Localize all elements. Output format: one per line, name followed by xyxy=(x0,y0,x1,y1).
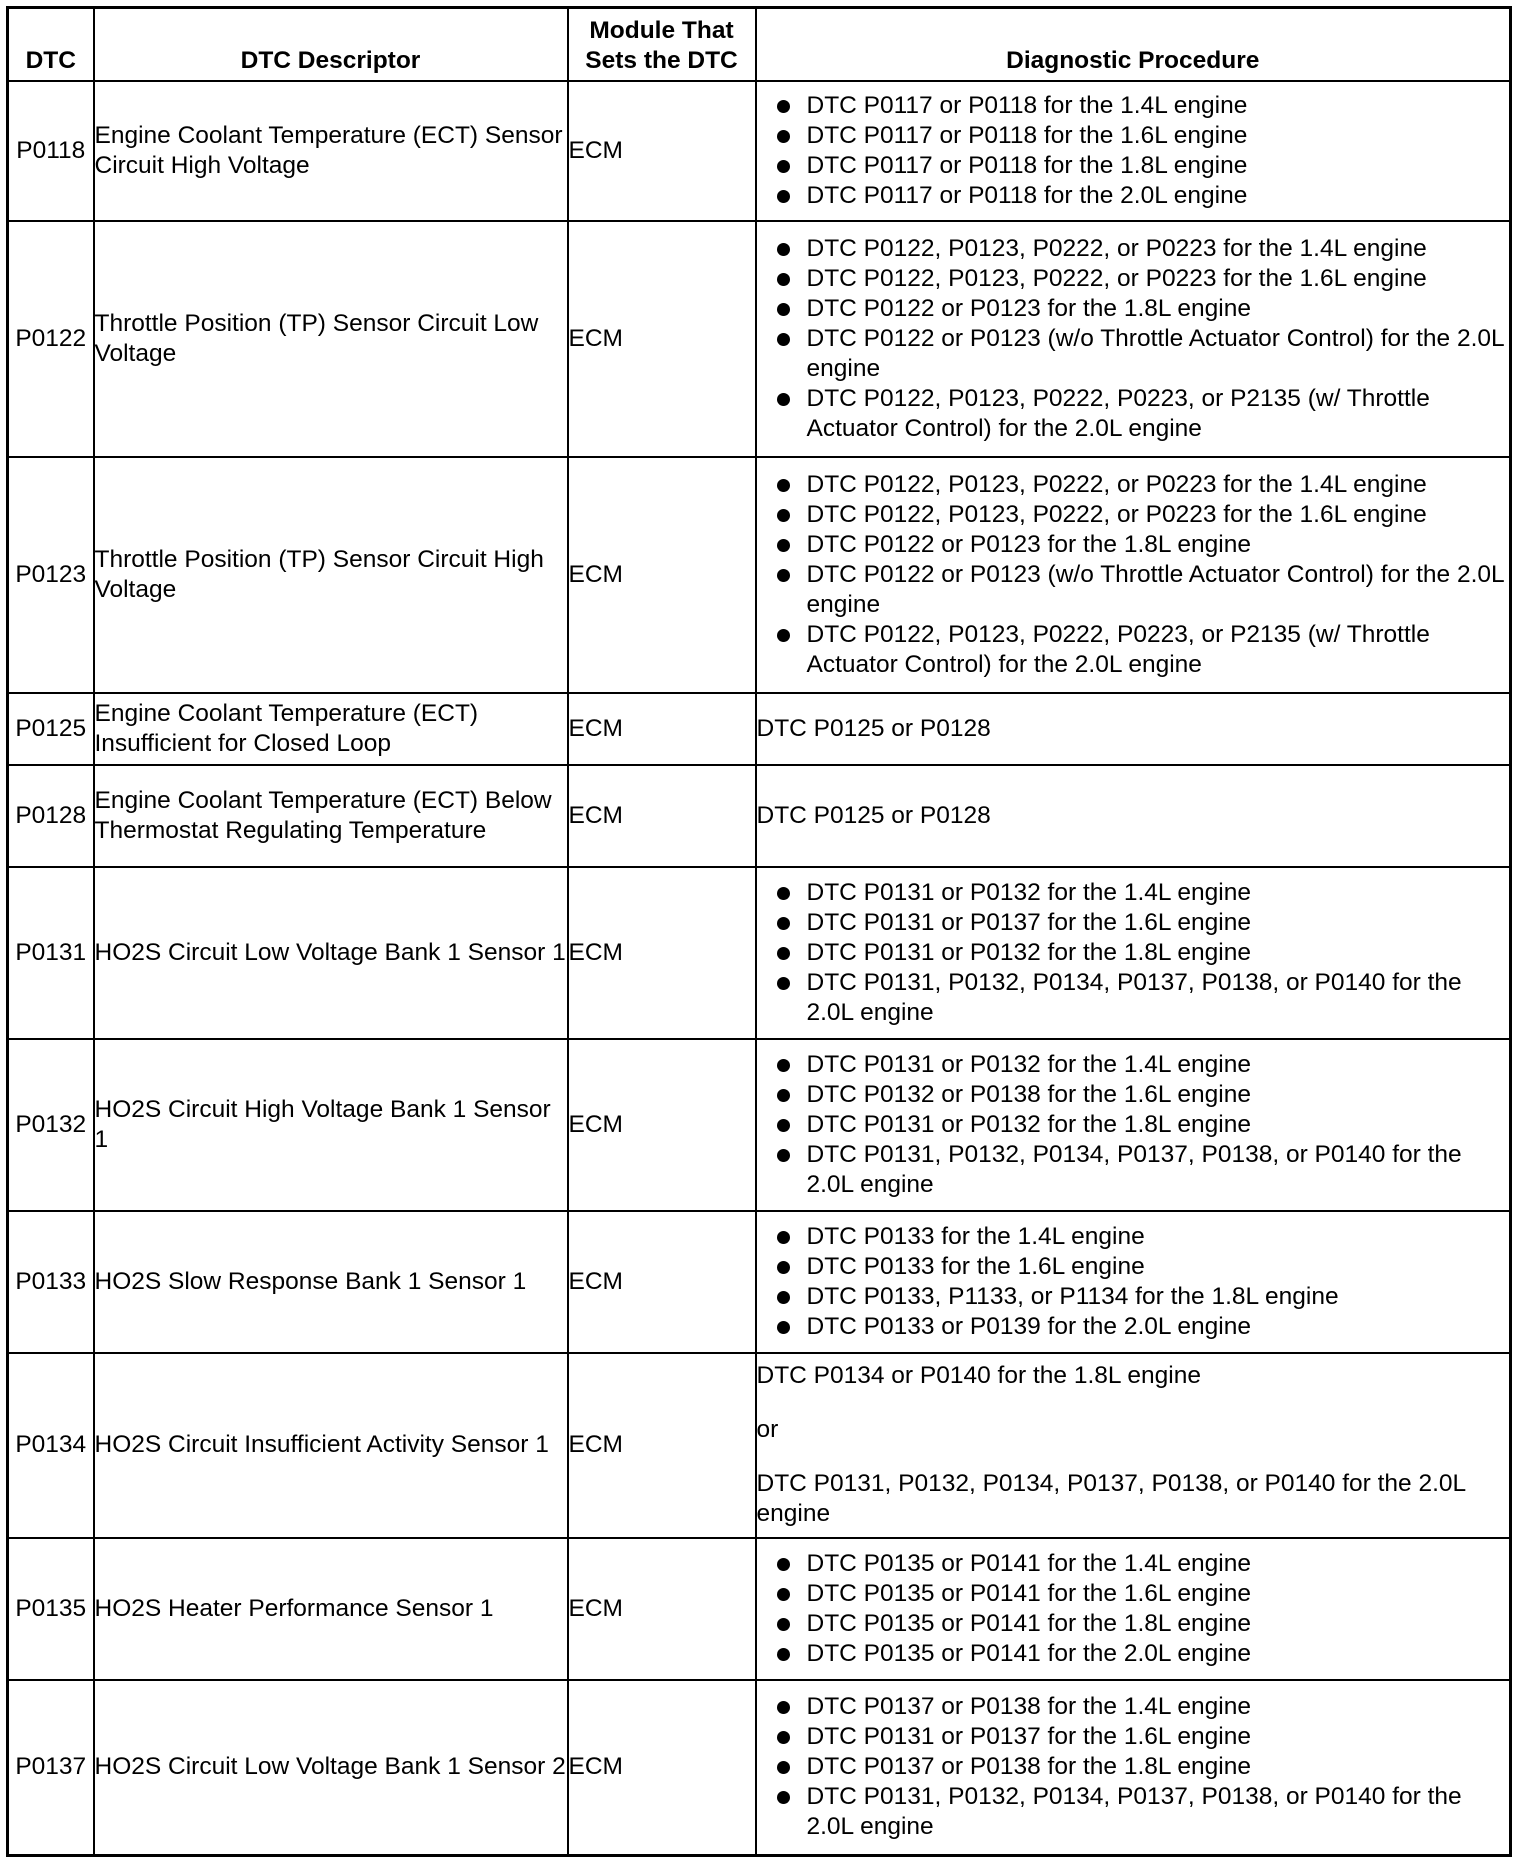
diagnostic-procedure-cell xyxy=(756,1039,1511,1211)
bullet-icon xyxy=(777,1791,790,1804)
procedure-list-item xyxy=(757,1549,1510,1579)
module-cell: ECM xyxy=(568,1353,756,1538)
module-cell: ECM xyxy=(568,1211,756,1353)
bullet-icon xyxy=(777,1231,790,1244)
procedure-text: DTC P0137 or P0138 for the 1.4L engine xyxy=(806,1693,1251,1721)
dtc-descriptor-cell: Throttle Position (TP) Sensor Circuit Low Voltage xyxy=(94,221,568,457)
module-cell: ECM xyxy=(568,1039,756,1211)
diagnostic-procedure-cell xyxy=(756,1353,1511,1538)
procedure-list xyxy=(757,234,1510,444)
procedure-list-item xyxy=(757,151,1510,181)
module-cell: ECM xyxy=(568,1538,756,1680)
bullet-icon xyxy=(777,1119,790,1132)
procedure-text: DTC P0131, P0132, P0134, P0137, P0138, or P0140 for the 2.0L engine xyxy=(806,968,1462,1026)
procedure-text: DTC P0135 or P0141 for the 1.4L engine xyxy=(806,1549,1251,1577)
bullet-icon xyxy=(777,100,790,113)
procedure-list xyxy=(757,91,1510,211)
procedure-text: DTC P0122, P0123, P0222, or P0223 for the 1.4L engine xyxy=(806,470,1427,498)
procedure-text: DTC P0131, P0132, P0134, P0137, P0138, or P0140 for the 2.0L engine xyxy=(806,1783,1462,1841)
bullet-icon xyxy=(777,569,790,582)
procedure-text: DTC P0133 or P0139 for the 2.0L engine xyxy=(806,1312,1251,1340)
bullet-icon xyxy=(777,1291,790,1304)
procedure-list-item xyxy=(757,1752,1510,1782)
procedure-list-item xyxy=(757,470,1510,500)
module-cell: ECM xyxy=(568,765,756,867)
procedure-list-item xyxy=(757,91,1510,121)
bullet-icon xyxy=(777,1089,790,1102)
procedure-list-item xyxy=(757,968,1510,1028)
procedure-text: DTC P0131 or P0132 for the 1.4L engine xyxy=(806,878,1251,906)
dtc-descriptor-cell: HO2S Circuit Insufficient Activity Sensor 1 xyxy=(94,1353,568,1538)
procedure-list-item xyxy=(757,264,1510,294)
table-row xyxy=(8,765,1511,867)
procedure-list-item xyxy=(757,1140,1510,1200)
procedure-list-item xyxy=(757,1222,1510,1252)
bullet-icon xyxy=(777,1648,790,1661)
procedure-list-item xyxy=(757,181,1510,211)
module-cell: ECM xyxy=(568,1680,756,1856)
dtc-descriptor-cell: HO2S Circuit Low Voltage Bank 1 Sensor 1 xyxy=(94,867,568,1039)
procedure-list-item xyxy=(757,530,1510,560)
bullet-icon xyxy=(777,243,790,256)
diagnostic-procedure-cell xyxy=(756,221,1511,457)
procedure-list xyxy=(757,1692,1510,1842)
procedure-text: DTC P0117 or P0118 for the 2.0L engine xyxy=(806,181,1248,209)
procedure-list-item xyxy=(757,121,1510,151)
procedure-list-item xyxy=(757,620,1510,680)
procedure-text: DTC P0122, P0123, P0222, or P0223 for the 1.4L engine xyxy=(806,234,1427,262)
diagnostic-procedure-cell xyxy=(756,867,1511,1039)
table-row xyxy=(8,81,1511,221)
dtc-descriptor-cell: Engine Coolant Temperature (ECT) Insufficient for Closed Loop xyxy=(94,693,568,765)
procedure-list-item xyxy=(757,1312,1510,1342)
procedure-list-item xyxy=(757,1782,1510,1842)
dtc-descriptor-cell: HO2S Slow Response Bank 1 Sensor 1 xyxy=(94,1211,568,1353)
diagnostic-procedure-cell xyxy=(756,1211,1511,1353)
diagnostic-procedure-cell xyxy=(756,81,1511,221)
procedure-text: DTC P0135 or P0141 for the 2.0L engine xyxy=(806,1639,1251,1667)
procedure-text: DTC P0117 or P0118 for the 1.8L engine xyxy=(806,151,1248,179)
dtc-code-cell: P0123 xyxy=(8,457,94,693)
table-body xyxy=(8,81,1511,1856)
dtc-descriptor-cell: Throttle Position (TP) Sensor Circuit High Voltage xyxy=(94,457,568,693)
bullet-icon xyxy=(777,1558,790,1571)
bullet-icon xyxy=(777,1261,790,1274)
procedure-text: DTC P0122 or P0123 (w/o Throttle Actuator Control) for the 2.0L engine xyxy=(806,560,1504,618)
paragraph-gap xyxy=(757,1445,1510,1469)
dtc-descriptor-cell: Engine Coolant Temperature (ECT) Sensor Circuit High Voltage xyxy=(94,81,568,221)
procedure-text: DTC P0122, P0123, P0222, P0223, or P2135 (w/ Throttle Actuator Control) for the 2.0L engine xyxy=(806,620,1430,678)
table-row xyxy=(8,1211,1511,1353)
procedure-text: DTC P0122 or P0123 (w/o Throttle Actuator Control) for the 2.0L engine xyxy=(806,324,1504,382)
procedure-list-item xyxy=(757,294,1510,324)
bullet-icon xyxy=(777,1321,790,1334)
header-descriptor: DTC Descriptor xyxy=(94,8,568,81)
procedure-list-item xyxy=(757,1080,1510,1110)
procedure-text: DTC P0134 or P0140 for the 1.8L engine xyxy=(756,1362,1201,1389)
bullet-icon xyxy=(777,1701,790,1714)
bullet-icon xyxy=(777,1149,790,1162)
procedure-text: DTC P0135 or P0141 for the 1.8L engine xyxy=(806,1609,1251,1637)
table-row xyxy=(8,867,1511,1039)
dtc-code-cell: P0135 xyxy=(8,1538,94,1680)
table-row xyxy=(8,221,1511,457)
procedure-text: DTC P0122, P0123, P0222, or P0223 for the 1.6L engine xyxy=(806,264,1427,292)
procedure-text: DTC P0131, P0132, P0134, P0137, P0138, or P0140 for the 2.0L engine xyxy=(756,1470,1466,1527)
dtc-descriptor-cell: Engine Coolant Temperature (ECT) Below Thermostat Regulating Temperature xyxy=(94,765,568,867)
bullet-icon xyxy=(777,1731,790,1744)
paragraph-gap xyxy=(757,1391,1510,1415)
header-dtc: DTC xyxy=(8,8,94,81)
procedure-text: DTC P0131 or P0132 for the 1.4L engine xyxy=(806,1050,1251,1078)
procedure-text: DTC P0133, P1133, or P1134 for the 1.8L engine xyxy=(806,1282,1339,1310)
dtc-descriptor-cell: HO2S Circuit High Voltage Bank 1 Sensor 1 xyxy=(94,1039,568,1211)
dtc-code-cell: P0128 xyxy=(8,765,94,867)
bullet-icon xyxy=(777,1618,790,1631)
bullet-icon xyxy=(777,273,790,286)
bullet-icon xyxy=(777,539,790,552)
dtc-descriptor-cell: HO2S Circuit Low Voltage Bank 1 Sensor 2 xyxy=(94,1680,568,1856)
dtc-code-cell: P0131 xyxy=(8,867,94,1039)
procedure-text: DTC P0133 for the 1.4L engine xyxy=(806,1222,1145,1250)
procedure-list xyxy=(757,470,1510,680)
dtc-descriptor-cell: HO2S Heater Performance Sensor 1 xyxy=(94,1538,568,1680)
dtc-code-cell: P0118 xyxy=(8,81,94,221)
procedure-list-item xyxy=(757,1050,1510,1080)
table-row xyxy=(8,457,1511,693)
procedure-text: DTC P0122 or P0123 for the 1.8L engine xyxy=(806,294,1251,322)
procedure-text: DTC P0122, P0123, P0222, or P0223 for the 1.6L engine xyxy=(806,500,1427,528)
procedure-list xyxy=(757,1549,1510,1669)
dtc-code-cell: P0133 xyxy=(8,1211,94,1353)
header-procedure: Diagnostic Procedure xyxy=(756,8,1511,81)
table-row xyxy=(8,1039,1511,1211)
dtc-code-cell: P0122 xyxy=(8,221,94,457)
procedure-text: DTC P0117 or P0118 for the 1.6L engine xyxy=(806,121,1248,149)
procedure-list-item xyxy=(757,1639,1510,1669)
module-cell: ECM xyxy=(568,81,756,221)
bullet-icon xyxy=(777,1588,790,1601)
bullet-icon xyxy=(777,333,790,346)
procedure-text: or xyxy=(756,1416,779,1443)
procedure-list-item xyxy=(757,1722,1510,1752)
procedure-text: DTC P0125 or P0128 xyxy=(756,801,991,829)
procedure-list-item xyxy=(757,324,1510,384)
procedure-list xyxy=(757,1050,1510,1200)
bullet-icon xyxy=(777,479,790,492)
procedure-text: DTC P0131 or P0132 for the 1.8L engine xyxy=(806,1110,1251,1138)
module-cell: ECM xyxy=(568,693,756,765)
procedure-list-item xyxy=(757,938,1510,968)
procedure-text: DTC P0137 or P0138 for the 1.8L engine xyxy=(806,1753,1251,1781)
bullet-icon xyxy=(777,1761,790,1774)
dtc-table xyxy=(6,6,1512,1857)
bullet-icon xyxy=(777,887,790,900)
procedure-list-item xyxy=(757,500,1510,530)
procedure-text: DTC P0131 or P0132 for the 1.8L engine xyxy=(806,938,1251,966)
bullet-icon xyxy=(777,917,790,930)
procedure-list-item xyxy=(757,1692,1510,1722)
procedure-text: DTC P0131 or P0137 for the 1.6L engine xyxy=(806,908,1251,936)
table-row xyxy=(8,693,1511,765)
procedure-list-item xyxy=(757,234,1510,264)
bullet-icon xyxy=(777,160,790,173)
procedure-list xyxy=(757,1222,1510,1342)
bullet-icon xyxy=(777,393,790,406)
procedure-text: DTC P0117 or P0118 for the 1.4L engine xyxy=(806,91,1248,119)
dtc-code-cell: P0137 xyxy=(8,1680,94,1856)
procedure-list-item xyxy=(757,908,1510,938)
table-row xyxy=(8,1353,1511,1538)
procedure-list-item xyxy=(757,1282,1510,1312)
header-module: Module That Sets the DTC xyxy=(568,8,756,81)
procedure-text: DTC P0133 for the 1.6L engine xyxy=(806,1252,1145,1280)
diagnostic-procedure-cell xyxy=(756,457,1511,693)
bullet-icon xyxy=(777,130,790,143)
bullet-icon xyxy=(777,947,790,960)
procedure-list-item xyxy=(757,560,1510,620)
bullet-icon xyxy=(777,303,790,316)
bullet-icon xyxy=(777,509,790,522)
diagnostic-procedure-cell xyxy=(756,765,1511,867)
procedure-list-item xyxy=(757,1609,1510,1639)
bullet-icon xyxy=(777,190,790,203)
procedure-text: DTC P0122 or P0123 for the 1.8L engine xyxy=(806,530,1251,558)
module-cell: ECM xyxy=(568,221,756,457)
bullet-icon xyxy=(777,1059,790,1072)
header-row xyxy=(8,8,1511,81)
procedure-list-item xyxy=(757,1252,1510,1282)
procedure-text: DTC P0131, P0132, P0134, P0137, P0138, or P0140 for the 2.0L engine xyxy=(806,1140,1462,1198)
dtc-code-cell: P0132 xyxy=(8,1039,94,1211)
dtc-code-cell: P0125 xyxy=(8,693,94,765)
table-row xyxy=(8,1680,1511,1856)
module-cell: ECM xyxy=(568,457,756,693)
table-row xyxy=(8,1538,1511,1680)
diagnostic-procedure-cell xyxy=(756,1680,1511,1856)
bullet-icon xyxy=(777,629,790,642)
procedure-list xyxy=(757,878,1510,1028)
procedure-list-item xyxy=(757,1579,1510,1609)
procedure-list-item xyxy=(757,878,1510,908)
procedure-list-item xyxy=(757,1110,1510,1140)
diagnostic-procedure-cell xyxy=(756,1538,1511,1680)
dtc-code-cell: P0134 xyxy=(8,1353,94,1538)
bullet-icon xyxy=(777,977,790,990)
module-cell: ECM xyxy=(568,867,756,1039)
procedure-text: DTC P0132 or P0138 for the 1.6L engine xyxy=(806,1080,1251,1108)
diagnostic-procedure-cell xyxy=(756,693,1511,765)
procedure-text: DTC P0125 or P0128 xyxy=(756,714,991,742)
procedure-text: DTC P0131 or P0137 for the 1.6L engine xyxy=(806,1723,1251,1751)
procedure-text: DTC P0135 or P0141 for the 1.6L engine xyxy=(806,1579,1251,1607)
procedure-text: DTC P0122, P0123, P0222, P0223, or P2135 (w/ Throttle Actuator Control) for the 2.0L engine xyxy=(806,384,1430,442)
procedure-list-item xyxy=(757,384,1510,444)
